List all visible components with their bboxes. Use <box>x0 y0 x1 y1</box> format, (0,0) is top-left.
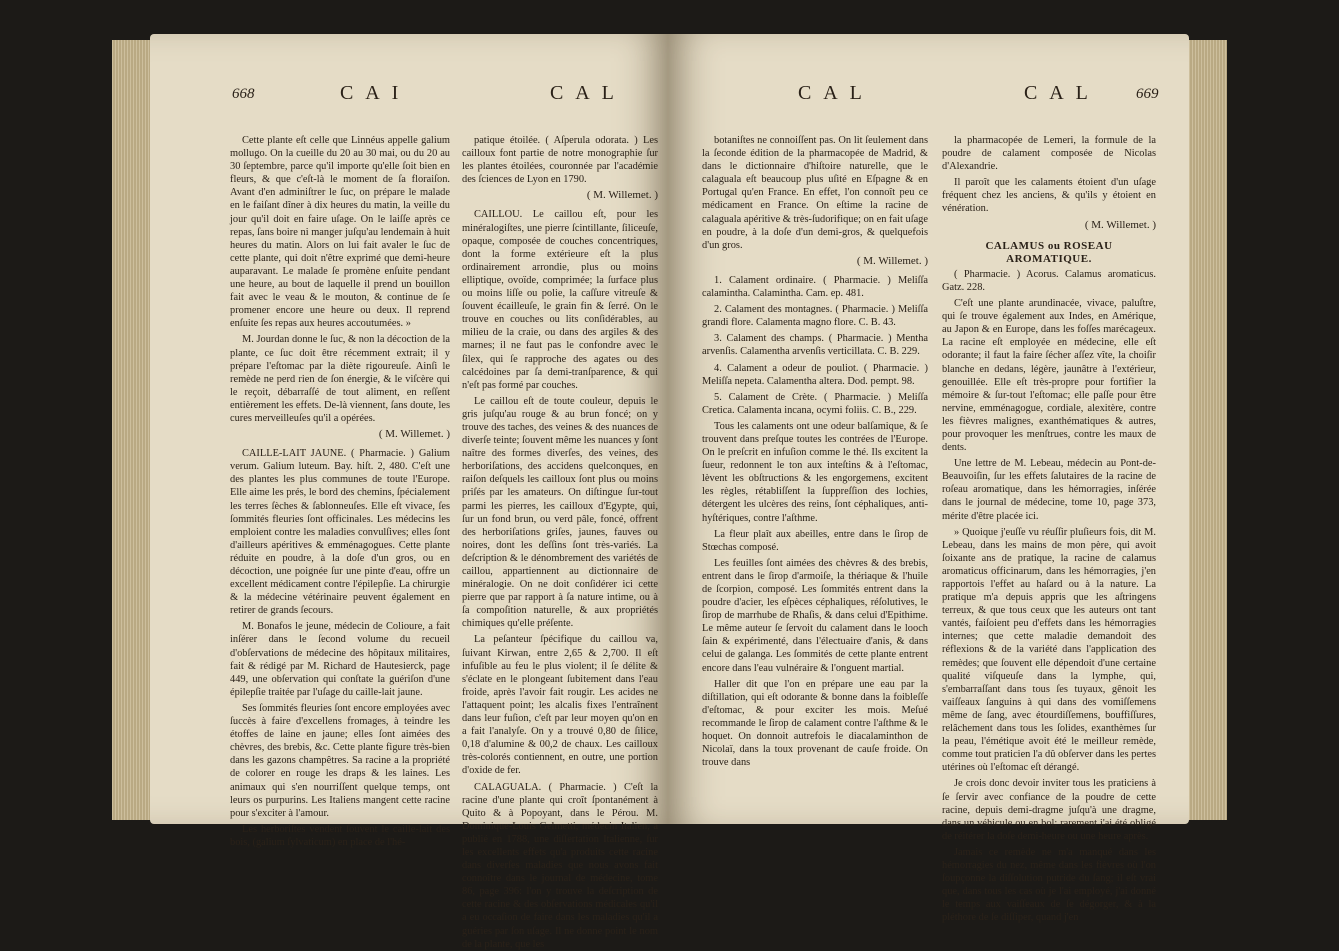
paragraph: Le caillou eſt de toute couleur, depuis le gris juſqu'au rouge & au brun foncé; on y trouve des taches, des veines & des nuances de diverſe teinte; ſouvent même les nuances y ſont naître des formes diverſes, des veines, des herboriſations, des accidens quelconques, en raiſon deſquels les cailloux ſont plus ou moins priſés par les amateurs. On diſtingue ſur-tout parmi les pierres, les cailloux d'Egypte, qui, ſur un fond brun, ou verd pâle, foncé, offrent des herboriſations griſes, jaunes, fauves ou noires, dont les deſſins ſont très-variés. La deſcription & le dénombrement des variétés de caillou, appartiennent au dictionnaire de minéralogie. On ne doit conſidérer ici cette pierre que par rapport à ſa nature intime, ou à ſa compoſition naturelle, & aux propriétés chimiques qu'elle préſente. <box>462 395 658 630</box>
paragraph: Jamais ce remède ne m'a manqué dans les hémorragies du nez, même dans les fièvres où l'on ſoupçonne la diſſolution putride du ſang; il eſt vrai que, dans tous les cas où je l'ai employé, j'ai donné le temps aux vaiſſeaux de ſe dégorger, & à la pléthore de ſe diſſiper, quand j'en <box>942 846 1156 924</box>
left-page <box>150 34 668 950</box>
signature: ( M. Willemet. ) <box>1084 218 1156 231</box>
paragraph: M. Jourdan donne le ſuc, & non la décoction de la plante, ce ſuc doit être récemment extrait; il y prépare l'eſtomac par la diète rigoureuſe. Ainſi le remède ne perd rien de ſon énergie, & le viſcère qui le reçoit, débarraſſé de tout aliment, en reſſent entièrement les effets. De-là viennent, ſans doute, les cures merveilleuſes qu'il a opérées. <box>230 334 450 424</box>
running-head-right: C A L <box>550 82 618 104</box>
paragraph: CALAGUALA. ( Pharmacie. ) C'eſt la racine d'une plante qui croît ſpontanément à Quito & à Popoyant, dans le Pérou. M. Dominique-Louis Gelmetti, médecin Italien, a publié en 1788, une diſſertation Italienne, ſur les excellents effets qu'a produits cette racine dans diverſes maladies que nous avons fait connoître dans le journal de médecine, tome 86, page 396: l'on y trouve la deſcription de cette racine & des obſervations médicales qu'il a eu occaſion de faire dans les maladies qu'il a guéries par ſon uſage. Il ne donne point le nom de la plante, que les <box>462 781 658 950</box>
text-column <box>942 134 1156 924</box>
page-number: 668 <box>232 86 255 102</box>
paragraph: Tous les calaments ont une odeur balſamique, & ſe trouvent dans preſque toutes les contrées de l'Europe. On le preſcrit en infuſion comme le thé. Ils excitent la ſueur, redonnent le ton aux inteſtins & à l'eſtomac, lèvent les obſtructions & les engorgemens, excitent les règles, rétabliſſent la ſuppreſſion des lochies, détergent les ulcères des reins, ſont céphaliques, anti-hyſtériques, contre l'aſthme. <box>702 420 928 524</box>
text-column <box>702 134 928 854</box>
paragraph: Cette plante eſt celle que Linnéus appelle galium mollugo. On la cueille du 20 au 30 mai, ou du 20 au 30 ſeptembre, parce qu'il importe qu'elle ſoit bien en fleurs, & que c'eſt-là le moment de ſa floraiſon. Avant d'en adminiſtrer le ſuc, on prépare le malade en le faiſant dîner à dix heures du matin, la veille du jour qu'il doit en faire uſage. On le laiſſe après ce repas, ſans boire ni manger juſqu'au lendemain à huit heures du matin. Alors on lui fait avaler le ſuc de cette plante, qui doit n'être exprimé que demi-heure auparavant. Le malade ſe promène enſuite pendant une heure, au bout de laquelle il prend un bouillon fait avec le veau & le mouton, & continue de ſe promener encore une heure ou deux. Il reprend enſuite ſes repas aux heures accoutumées. » <box>230 135 450 330</box>
paragraph: 2. Calament des montagnes. ( Pharmacie. ) Meliſſa grandi flore. Calamenta magno flore. C. B. 43. <box>702 304 928 329</box>
running-head-left: C A L <box>798 82 866 104</box>
paragraph: » Quoique j'euſſe vu réuſſir pluſieurs fois, dit M. Lebeau, dans les mains de mon père, qui avoit ſoixante ans de pratique, la racine de calamus aromaticus officinarum, dans les hémorragies, j'en rapportois l'effet au haſard ou à la nature. La pratique m'a depuis appris que les aſtringens terreux, & que tous ceux que les auteurs ont tant vantés, faiſoient peu d'effets dans les hémorragies internes; que cette maladie demandoit des réflexions & de la variété dans l'application des remèdes; que ſouvent elle dépendoit d'une certaine qualité viſqueuſe dans la lymphe, qui, s'embarraſſant dans tous ſes tuyaux, gênoit les vaiſſeaux ſanguins à qui dans des vomiſſemens même de ſang, avec étourdiſſemens, bouffiſſures, relâchement dans tous les ſolides, exanthèmes ſur la peau, l'émétique avoit été le meilleur remède, comme tout praticien l'a dû obſerver dans les pertes utérines où l'eſtomac eſt dérangé. <box>942 526 1156 774</box>
paragraph: la pharmacopée de Lemeri, la formule de la poudre de calament composée de Nicolas d'Alexandrie. <box>942 135 1156 173</box>
paragraph: Ses ſommités fleuries ſont encore employées avec ſuccès à faire d'excellens fromages, à teindre les étoffes de laine en jaune; elles ſont aimées des chèvres, des brebis, &c. Cette plante figure très-bien dans les gazons champêtres. Sa racine a la propriété de colorer en rouge les draps & les laines. Les animaux qui s'en nourriſſent quelque temps, ont leurs os purpurins. Les Italiens mangent cette racine pour s'exciter à l'amour. <box>230 702 450 819</box>
paragraph: Les feuilles ſont aimées des chèvres & des brebis, entrent dans le ſirop d'armoiſe, la thériaque & l'huile de ſcorpion, composé. Les ſommités entrent dans la poudre d'acier, les eſpèces céphaliques, réſolutives, le ſirop de marrhube de Rhaſis, & dans celui d'Epithime. Le même auteur ſe ſervoit du calament dans le looch ſain & expérimenté, dans l'électuaire d'anis, & dans celui de galanga. Les ſommités de cette plante entrent encore dans l'eau vulnéraire & l'onguent martial. <box>702 557 928 674</box>
signature: ( M. Willemet. ) <box>378 428 450 441</box>
text-column <box>462 134 658 950</box>
entry-heading: CALAMUS ou ROSEAU AROMATIQUE. <box>985 239 1113 265</box>
paragraph: 5. Calament de Crète. ( Pharmacie. ) Meliſſa Cretica. Calamenta incana, ocymi foliis. C. B., 229. <box>702 391 928 416</box>
paragraph: 3. Calament des champs. ( Pharmacie. ) Mentha arvenſis. Calamentha arvenſis verticillata. C. B. 229. <box>702 333 928 358</box>
paragraph: La fleur plaît aux abeilles, entre dans le ſirop de Stœchas composé. <box>702 528 928 553</box>
paragraph: Les herboriſtes vendent ſouvent le caille-lait des bois, (galium ſylvaticum) en place de l'hé- <box>230 823 450 848</box>
paragraph: C'eſt une plante arundinacée, vivace, paluſtre, qui ſe trouve également aux Indes, en Amérique, au Japon & en Europe, dans les foſſes marécageux. La racine eſt employée en médecine, elle eſt odorante; il faut la faire ſécher aſſez vîte, la choiſir blanche en dedans, légère, jaunâtre à l'extérieur, genouillée. Elle eſt très-propre pour fortifier la mémoire & ſur-tout l'eſtomac; elle paſſe pour être nervine, emménagogue, cordiale, alexitère, contre les fièvres malignes, exanthématiques & autres, pour provoquer les menſtrues, contre les maux de dents. <box>942 298 1156 454</box>
page-stack-left <box>112 40 152 820</box>
paragraph: Je crois donc devoir inviter tous les praticiens à ſe ſervir avec confiance de la poudre de cette racine, depuis demi-dragme juſqu'à une dragme, dans un véhicule ou en bol; rarement j'ai été obligé de réitérer la doſe demi-heure ou une heure après. <box>942 778 1156 842</box>
paragraph: Il paroît que les calaments étoient d'un uſage fréquent chez les anciens, & qu'ils y étoient en vénération. <box>942 177 1156 215</box>
running-head-left: C A I <box>340 82 403 104</box>
text-column <box>230 134 450 854</box>
running-head-right: C A L <box>1024 82 1092 104</box>
paragraph: Une lettre de M. Lebeau, médecin au Pont-de-Beauvoiſin, ſur les effets ſalutaires de la racine de roſeau aromatique, dans les hémorragies, inſérée dans le journal de médecine, tome 10, page 373, mérite d'être placée ici. <box>942 458 1156 522</box>
paragraph: CAILLOU. Le caillou eſt, pour les minéralogiſtes, une pierre ſcintillante, ſiliceuſe, opaque, composée de couches concentriques, dont la forme extérieure eſt la plus ordinairement arrondie, plus ou moins elliptique, ovoïde, comprimée; la ſurface plus ou moins liſſe ou polie, la caſſure vitreuſe & ſouvent écailleuſe, le grain fin & ſerré. On le trouve en couches ou lits conſidérables, au milieu de la craie, ou dans des argiles & des marnes; il ne faut pas le confondre avec le ſilex, qui ſe rapproche des agates ou des calcédoines par ſa demi-tranſparence, & qui n'eſt pas formé par couches. <box>462 209 658 391</box>
paragraph: M. Bonafos le jeune, médecin de Colioure, a fait inſérer dans le ſecond volume du recueil d'obſervations de médecine des hôpitaux militaires, fait & rédigé par M. Richard de Hautesierck, page 449, une obſervation qui conſtate la guériſon d'une épilepſie traitée par l'uſage du caille-lait jaune. <box>230 621 450 698</box>
signature: ( M. Willemet. ) <box>586 189 658 202</box>
paragraph: 1. Calament ordinaire. ( Pharmacie. ) Meliſſa calamintha. Calamintha. Cam. ep. 481. <box>702 274 928 300</box>
paragraph: Haller dit que l'on en prépare une eau par la diſtillation, qui eſt odorante & bonne dans la foibleſſe d'eſtomac, & pour exciter les mois. Meſué recommande le ſirop de calament contre l'aſthme & le hoquet. On donnoit autrefois le diacalaminthon de Nicolaï, dans la toux provenant de cauſe froide. On trouve dans <box>702 678 928 769</box>
paragraph: La peſanteur ſpécifique du caillou va, ſuivant Kirwan, entre 2,65 & 2,700. Il eſt infuſible au feu le plus violent; il ſe délite & s'éclate en le plongeant ſubitement dans l'eau froide, après l'avoir fait rougir. Les acides ne l'attaquent point; les alcalis fixes l'entraînent dans leur fuſion, c'eſt par leur moyen qu'on en a fait l'analyſe. On y a trouvé 0,80 de ſilice, 0,18 d'alumine & 00,2 de chaux. Les cailloux très-colorés contiennent, en outre, une portion d'oxide de fer. <box>462 634 658 777</box>
paragraph: patique étoilée. ( Aſperula odorata. ) Les cailloux font partie de notre monographie ſur les plantes étoilées, couronnée par l'académie des ſciences de Lyon en 1790. <box>462 135 658 186</box>
paragraph: CAILLE-LAIT JAUNE. ( Pharmacie. ) Galium verum. Galium luteum. Bay. hiſt. 2, 480. C'eſt une des plantes les plus communes de toute l'Europe. Elle aime les prés, le bord des chemins, ſpécialement les terres ſèches & ſablonneuſes. Elle eſt vivace, ſes ſommités fleuries ſont officinales. Les médecins les emploient contre les maladies convulſives; elles ſont d'ailleurs apéritives & emménagogues. Cette plante réduite en poudre, à la doſe d'un gros, ou en décoction, une poignée ſur une pinte d'eau, offre un excellent médicament contre l'épilepſie. La chirurgie & la médecine vétérinaire peuvent également en retirer de grands ſecours. <box>230 448 450 617</box>
paragraph: 4. Calament a odeur de pouliot. ( Pharmacie. ) Meliſſa nepeta. Calamentha altera. Dod. pempt. 98. <box>702 362 928 387</box>
page-stack-right <box>1187 40 1227 820</box>
paragraph: botaniſtes ne connoiſſent pas. On lit ſeulement dans la ſeconde édition de la pharmacopée de Madrid, & dans le dictionnaire d'hiſtoire naturelle, que le calaguala eſt beaucoup plus uſité en Eſpagne & en Portugal qu'en France. En effet, l'on connoît peu ce médicament en France. On eſtime la racine de calaguala apéritive & très-ſudorifique; on en fait uſage en poudre, à la doſe d'un demi-gros, & quelquefois d'un gros. <box>702 135 928 251</box>
paragraph: ( Pharmacie. ) Acorus. Calamus aromaticus. Gatz. 228. <box>942 268 1156 293</box>
page-number: 669 <box>1136 86 1159 102</box>
right-page <box>668 34 1189 924</box>
signature: ( M. Willemet. ) <box>856 254 928 267</box>
